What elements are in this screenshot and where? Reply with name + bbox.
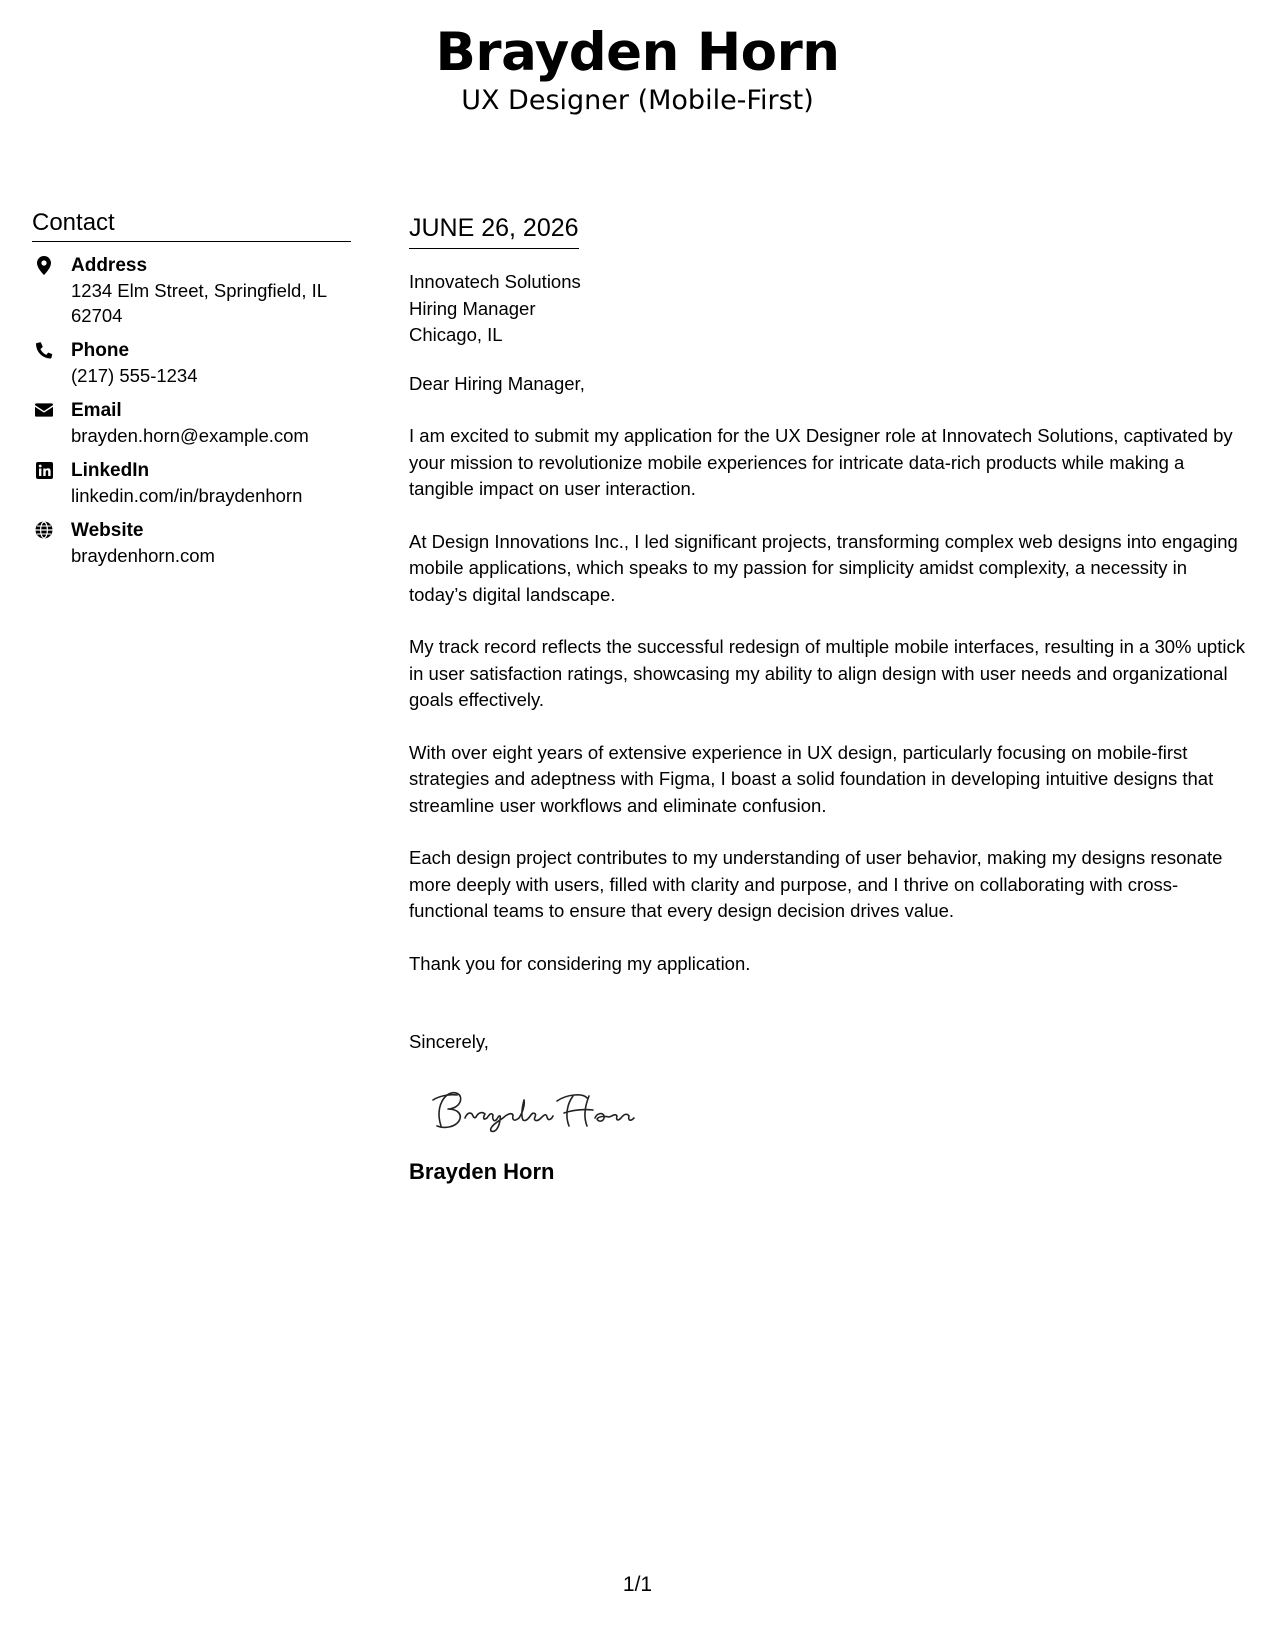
envelope-icon <box>35 401 53 419</box>
contact-item-website <box>32 519 351 568</box>
contact-value: (217) 555-1234 <box>71 365 198 386</box>
contact-label: Website <box>71 520 144 541</box>
recipient-company: Innovatech Solutions <box>409 271 581 292</box>
contact-heading: Contact <box>32 208 351 242</box>
letter-paragraph: Thank you for considering my application. <box>409 952 751 974</box>
letter-paragraph: I am excited to submit my application for the UX Designer role at Innovatech Solutions, captivated by your mission to revolutionize mobile experiences for intricate data-rich products while making a tangible impact on user interaction. <box>409 425 1233 499</box>
globe-icon <box>35 521 53 539</box>
letter-paragraph: At Design Innovations Inc., I led significant projects, transforming complex web designs into engaging mobile applications, which speaks to my passion for simplicity amidst complexity, a necessity in today’s digital landscape. <box>409 530 1238 605</box>
header <box>0 22 1275 118</box>
letter-body <box>409 212 1249 1186</box>
contact-label: LinkedIn <box>71 460 150 481</box>
contact-list <box>32 254 351 568</box>
phone-icon <box>35 341 53 359</box>
letter-paragraph: My track record reflects the successful redesign of multiple mobile interfaces, resulting in a 30% uptick in user satisfaction ratings, showcasing my ability to align design with user needs and organizational goals effectively. <box>409 636 1245 710</box>
signer-name: Brayden Horn <box>409 1158 555 1184</box>
contact-label: Phone <box>71 340 130 361</box>
linkedin-icon <box>35 461 53 479</box>
letter-paragraph: With over eight years of extensive experience in UX design, particularly focusing on mobile-first strategies and adeptness with Figma, I boast a solid foundation in developing intuitive designs that streamline user workflows and eliminate confusion. <box>409 741 1214 816</box>
salutation: Dear Hiring Manager, <box>409 372 585 394</box>
contact-value: linkedin.com/in/braydenhorn <box>71 485 303 506</box>
contact-value: brayden.horn@example.com <box>71 425 309 446</box>
applicant-name: Brayden Horn <box>435 22 840 83</box>
contact-item-linkedin <box>32 459 351 508</box>
contact-item-email <box>32 399 351 448</box>
recipient-role: Hiring Manager <box>409 297 536 319</box>
applicant-title: UX Designer (Mobile-First) <box>461 85 814 116</box>
contact-sidebar <box>32 208 351 579</box>
letter-date: JUNE 26, 2026 <box>409 212 579 249</box>
contact-value: braydenhorn.com <box>71 545 215 566</box>
recipient-location: Chicago, IL <box>409 324 503 345</box>
handwritten-signature <box>427 1086 667 1136</box>
map-pin-icon <box>35 256 53 274</box>
contact-item-address <box>32 254 351 328</box>
letter-paragraph: Each design project contributes to my understanding of user behavior, making my designs resonate more deeply with users, filled with clarity and purpose, and I thrive on collaborating with cross-functional teams to ensure that every design decision drives value. <box>409 847 1223 921</box>
contact-label: Address <box>71 255 148 276</box>
contact-value: 1234 Elm Street, Springfield, IL 62704 <box>71 280 327 326</box>
contact-label: Email <box>71 400 122 421</box>
recipient-block <box>409 269 1249 349</box>
closing: Sincerely, <box>409 1031 489 1052</box>
page-number: 1/1 <box>622 1573 653 1596</box>
contact-item-phone <box>32 339 351 388</box>
